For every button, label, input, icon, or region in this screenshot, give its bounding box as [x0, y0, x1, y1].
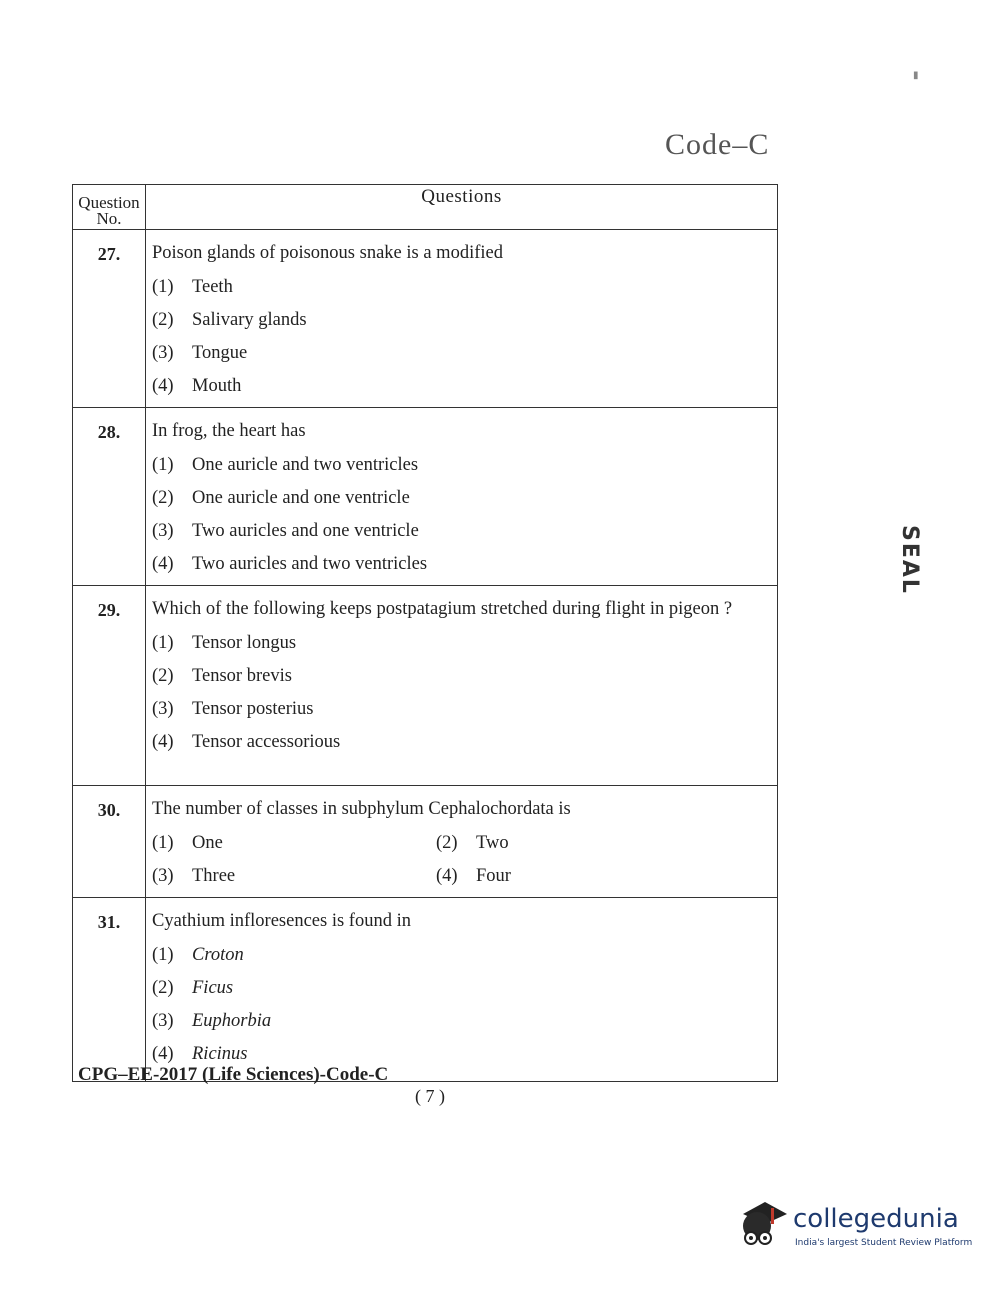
- question-body: [146, 408, 778, 586]
- option: (4) Tensor accessorious: [152, 732, 341, 752]
- question-number: 28.: [73, 408, 146, 586]
- question-row: [73, 230, 778, 408]
- question-number: 31.: [73, 898, 146, 1082]
- option: (2) Two: [436, 833, 509, 853]
- option: (4) Four: [436, 866, 511, 886]
- option: (2) One auricle and one ventricle: [152, 488, 410, 508]
- question-body: [146, 586, 778, 786]
- question-row: [73, 586, 778, 786]
- logo-brand: collegedunia: [793, 1204, 959, 1234]
- option: (3) Tensor posterius: [152, 699, 314, 719]
- option: (2) Ficus: [152, 978, 234, 998]
- corner-mark: ▮: [913, 70, 919, 81]
- option: (3) Tongue: [152, 343, 248, 363]
- option: (1) One auricle and two ventricles: [152, 455, 419, 475]
- option: (4) Ricinus: [152, 1044, 248, 1064]
- col-questions: Questions: [146, 185, 778, 230]
- question-body: [146, 230, 778, 408]
- option: (4) Two auricles and two ventricles: [152, 554, 428, 574]
- question-body: [146, 786, 778, 898]
- stamp-text: SEAL: [897, 525, 922, 595]
- question-number: 29.: [73, 586, 146, 786]
- option: (1) Croton: [152, 945, 244, 965]
- collegedunia-logo: [735, 1196, 973, 1256]
- code-label: Code–C: [665, 128, 770, 161]
- option: (3) Three: [152, 866, 236, 886]
- option: (4) Mouth: [152, 376, 242, 396]
- option: (1) Teeth: [152, 277, 233, 297]
- footer-title: CPG–EE-2017 (Life Sciences)-Code-C: [78, 1064, 389, 1085]
- col-question-no: Question No.: [73, 185, 146, 230]
- page-number: ( 7 ): [415, 1086, 445, 1106]
- option: (1) Tensor longus: [152, 633, 297, 653]
- table-header-row: [73, 185, 778, 230]
- question-stem: Poison glands of poisonous snake is a modified: [152, 243, 503, 263]
- question-stem: The number of classes in subphylum Cephalochordata is: [152, 799, 571, 819]
- question-stem: Cyathium infloresences is found in: [152, 911, 411, 931]
- side-stamp: [832, 510, 972, 595]
- question-body: [146, 898, 778, 1082]
- mascot-icon: [735, 1196, 789, 1252]
- option: (2) Tensor brevis: [152, 666, 292, 686]
- option: (2) Salivary glands: [152, 310, 307, 330]
- question-row: [73, 408, 778, 586]
- options-grid: [152, 827, 771, 893]
- question-number: 27.: [73, 230, 146, 408]
- option: (3) Two auricles and one ventricle: [152, 521, 419, 541]
- question-stem: In frog, the heart has: [152, 421, 306, 441]
- question-stem: Which of the following keeps postpatagium stretched during flight in pigeon ?: [152, 599, 733, 619]
- logo-tagline: India's largest Student Review Platform: [795, 1238, 973, 1248]
- option: (3) Euphorbia: [152, 1011, 272, 1031]
- questions-table: [72, 184, 778, 1082]
- question-row: [73, 786, 778, 898]
- question-row: [73, 898, 778, 1082]
- question-number: 30.: [73, 786, 146, 898]
- option: (1) One: [152, 833, 223, 853]
